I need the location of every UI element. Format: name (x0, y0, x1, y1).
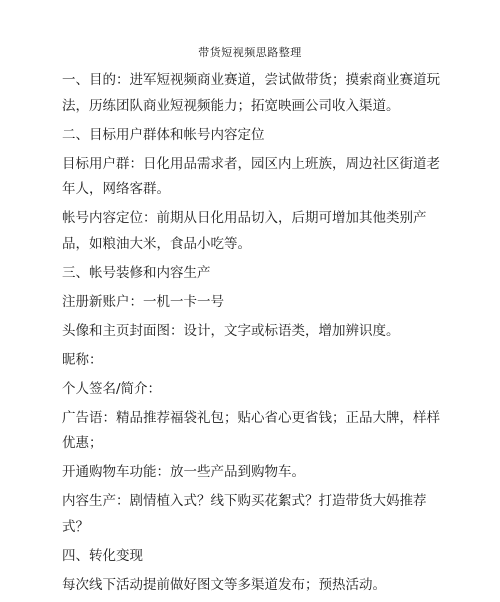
section-heading-account-setup: 三、帐号装修和内容生产 (62, 264, 211, 281)
paragraph-slogan: 广告语：精品推荐福袋礼包；贴心省心更省钱；正品大牌，样样优惠； (62, 409, 440, 451)
section-heading-target-users: 二、目标用户群体和帐号内容定位 (62, 126, 265, 143)
paragraph-purpose: 一、目的：进军短视频商业赛道，尝试做带货；摸索商业赛道玩法，历练团队商业短视频能力；拓宽映画公司收入渠道。 (62, 72, 440, 114)
paragraph-offline-activity: 每次线下活动提前做好图文等多渠道发布；预热活动。 (62, 576, 386, 593)
paragraph-target-users: 目标用户群：日化用品需求者，园区内上班族，周边社区街道老年人，网络客群。 (62, 155, 440, 197)
paragraph-nickname: 昵称： (62, 351, 103, 368)
paragraph-shopping-cart: 开通购物车功能：放一些产品到购物车。 (62, 464, 305, 480)
document-body (62, 68, 452, 602)
document-title: 带货短视频思路整理 (198, 46, 302, 59)
paragraph-content-production: 内容生产：剧情植入式？线下购买花絮式？打造带货大妈推荐式？ (62, 493, 427, 535)
paragraph-avatar-cover: 头像和主页封面图：设计，文字或标语类，增加辨识度。 (62, 322, 400, 339)
paragraph-signature: 个人签名/简介： (62, 380, 162, 397)
paragraph-account-positioning: 帐号内容定位：前期从日化用品切入，后期可增加其他类别产品，如粮油大米，食品小吃等。 (62, 210, 427, 252)
section-heading-monetization: 四、转化变现 (62, 547, 143, 564)
paragraph-register-account: 注册新账户：一机一卡一号 (62, 293, 224, 310)
